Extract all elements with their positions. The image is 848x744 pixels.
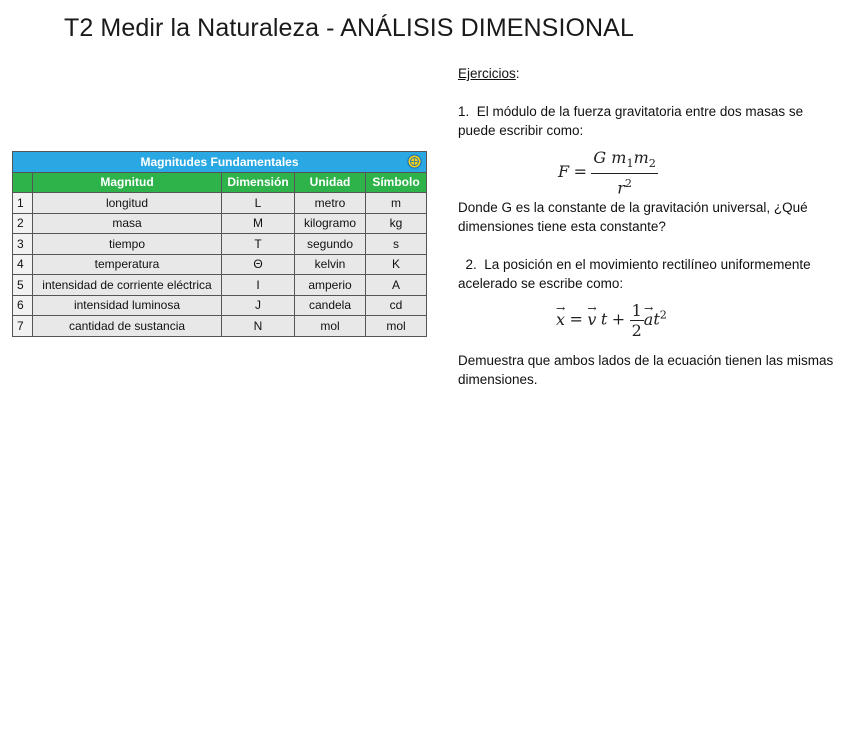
table-row [13, 254, 427, 275]
col-header-index [13, 172, 33, 193]
table-row [13, 316, 427, 337]
exercise-1-intro: 1. El módulo de la fuerza gravitatoria entre dos masas se puede escribir como: [458, 104, 807, 138]
table-row [13, 234, 427, 255]
table-row [13, 193, 427, 214]
eq2-t2: t [653, 309, 660, 329]
exercises-heading-line [458, 64, 838, 83]
eq2-exp: 2 [659, 308, 667, 322]
cell-magnitud: intensidad de corriente eléctrica [33, 275, 222, 296]
cell-magnitud: temperatura [33, 254, 222, 275]
table-row [13, 213, 427, 234]
eq1-sub1: 1 [626, 157, 634, 171]
exercises-panel [458, 64, 838, 389]
eq2-plus: + [611, 309, 626, 329]
cell-unidad: metro [295, 193, 366, 214]
cell-unidad: amperio [295, 275, 366, 296]
eq1-lhs: F [558, 162, 570, 181]
exercise-2-question: Demuestra que ambos lados de la ecuación tienen las mismas dimensiones. [458, 353, 834, 387]
cell-unidad: segundo [295, 234, 366, 255]
exercises-heading-colon: : [515, 66, 520, 81]
cell-unidad: kilogramo [295, 213, 366, 234]
cell-index: 6 [13, 295, 33, 316]
page-title: T2 Medir la Naturaleza - ANÁLISIS DIMENSIONAL [64, 14, 634, 42]
cell-index: 7 [13, 316, 33, 337]
cell-unidad: kelvin [295, 254, 366, 275]
cell-simbolo: A [366, 275, 427, 296]
cell-dimension: J [222, 295, 295, 316]
eq2-t: t [600, 309, 608, 329]
eq2-frac-den: 2 [631, 321, 642, 340]
cell-simbolo: kg [366, 213, 427, 234]
cell-dimension: M [222, 213, 295, 234]
logo-icon [407, 154, 422, 169]
exercise-1-question: Donde G es la constante de la gravitación universal, ¿Qué dimensiones tiene esta constante? [458, 200, 808, 234]
eq1-m2: m [633, 148, 649, 167]
eq1-r-exp: 2 [624, 177, 633, 191]
eq1-equals: = [573, 162, 587, 181]
cell-index: 1 [13, 193, 33, 214]
cell-dimension: I [222, 275, 295, 296]
eq2-fraction [630, 301, 644, 340]
cell-magnitud: tiempo [33, 234, 222, 255]
table-caption-text: Magnitudes Fundamentales [140, 154, 299, 169]
equation-gravity [458, 148, 838, 198]
exercise-2-intro: 2. La posición en el movimiento rectilíneo uniformemente acelerado se escribe como: [458, 257, 815, 291]
col-header-magnitud: Magnitud [33, 172, 222, 193]
cell-dimension: L [222, 193, 295, 214]
col-header-unidad: Unidad [295, 172, 366, 193]
eq2-x: → x [556, 310, 565, 329]
cell-simbolo: s [366, 234, 427, 255]
cell-magnitud: masa [33, 213, 222, 234]
cell-magnitud: cantidad de sustancia [33, 316, 222, 337]
eq1-numerator [591, 148, 657, 174]
table-caption [13, 152, 427, 173]
col-header-dimension: Dimensión [222, 172, 295, 193]
cell-index: 2 [13, 213, 33, 234]
eq2-v: → v [587, 310, 596, 329]
cell-simbolo: mol [366, 316, 427, 337]
eq2-a: → a [644, 310, 654, 329]
magnitudes-table-container [12, 151, 426, 337]
magnitudes-table [12, 151, 427, 337]
exercises-heading: Ejercicios [458, 66, 516, 81]
table-row [13, 275, 427, 296]
cell-simbolo: K [366, 254, 427, 275]
cell-index: 5 [13, 275, 33, 296]
eq1-denominator [591, 174, 657, 197]
cell-magnitud: longitud [33, 193, 222, 214]
cell-unidad: mol [295, 316, 366, 337]
eq1-m1: m [611, 148, 627, 167]
cell-simbolo: m [366, 193, 427, 214]
eq1-G: G [593, 148, 607, 167]
cell-magnitud: intensidad luminosa [33, 295, 222, 316]
eq1-fraction [591, 148, 657, 198]
cell-dimension: T [222, 234, 295, 255]
cell-dimension: N [222, 316, 295, 337]
cell-simbolo: cd [366, 295, 427, 316]
eq2-equals: = [569, 309, 583, 329]
cell-dimension: Θ [222, 254, 295, 275]
col-header-simbolo: Símbolo [366, 172, 427, 193]
equation-position [458, 301, 838, 345]
table-row [13, 295, 427, 316]
eq1-sub2: 2 [648, 157, 656, 171]
cell-unidad: candela [295, 295, 366, 316]
cell-index: 4 [13, 254, 33, 275]
table-header-row [13, 172, 427, 193]
cell-index: 3 [13, 234, 33, 255]
eq1-r: r [617, 178, 625, 198]
eq2-frac-num: 1 [631, 301, 642, 320]
